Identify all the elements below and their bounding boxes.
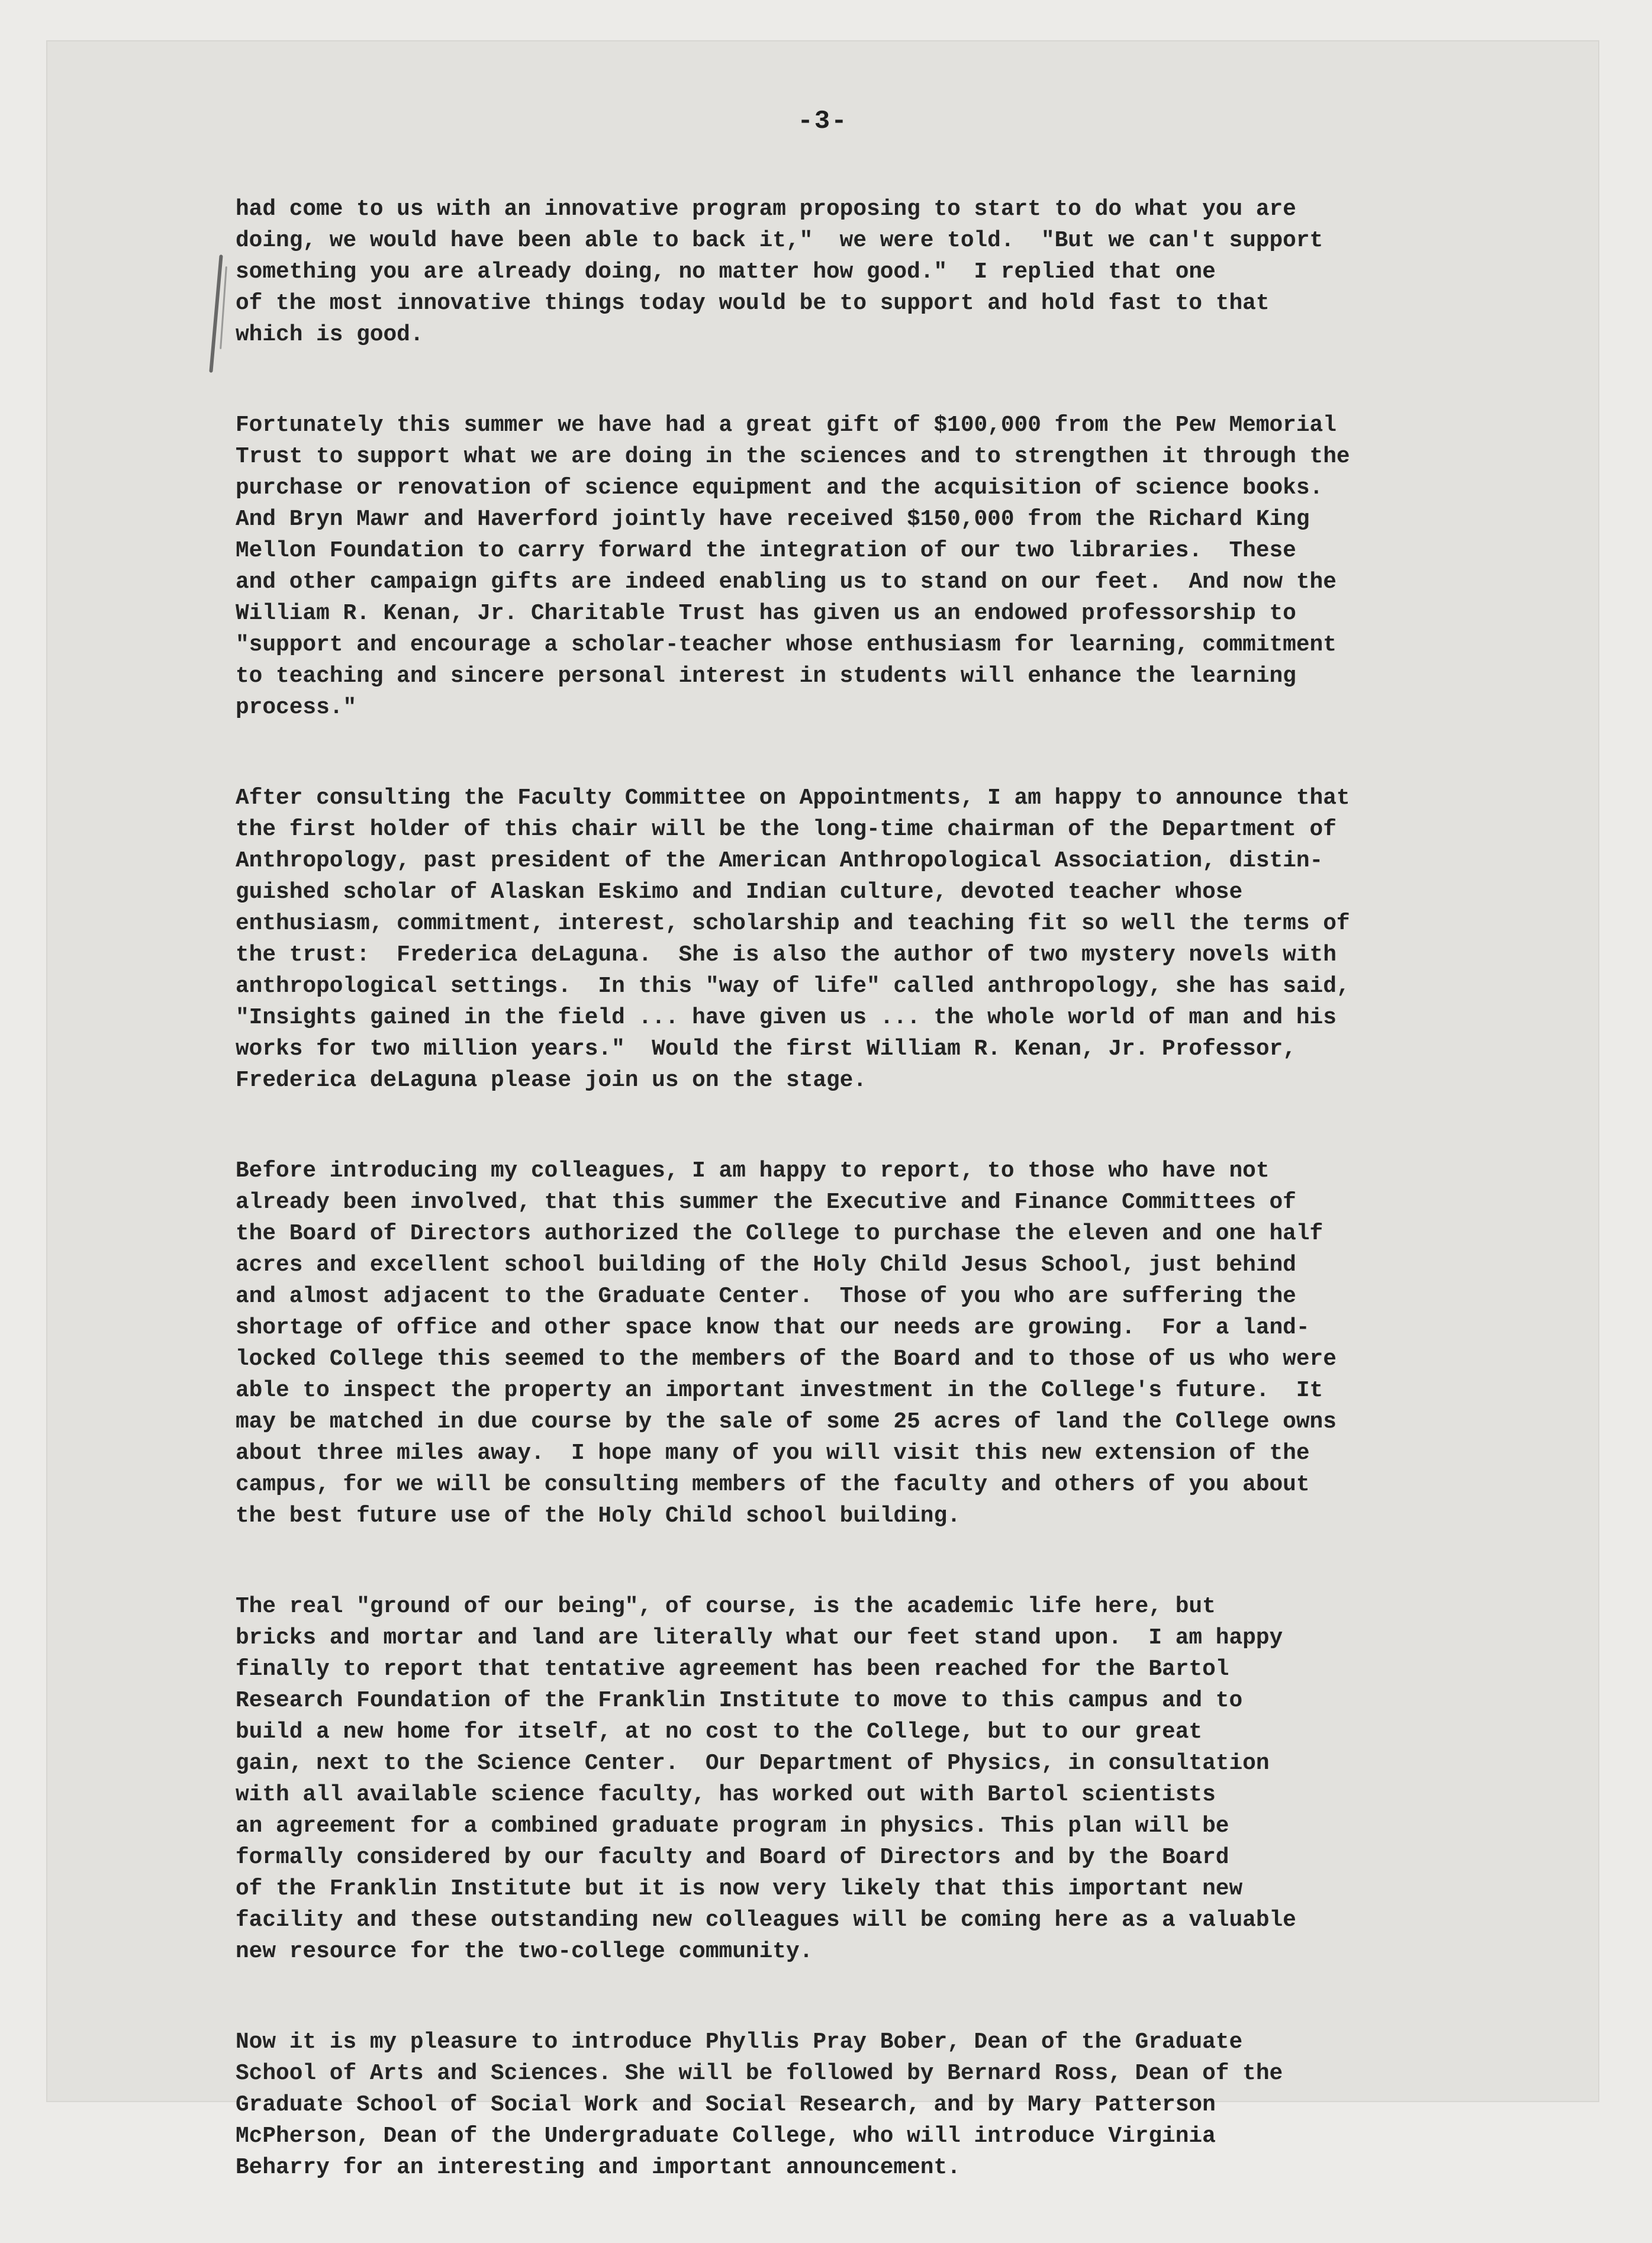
text-line: the trust: Frederica deLaguna. She is also the author of two mystery novels with <box>236 943 1337 968</box>
text-line: new resource for the two-college community. <box>236 1939 813 1964</box>
text-line: The real "ground of our being", of course, is the academic life here, but <box>236 1594 1216 1619</box>
text-line: already been involved, that this summer the Executive and Finance Committees of <box>236 1190 1296 1215</box>
text-line: "Insights gained in the field ... have given us ... the whole world of man and his <box>236 1006 1337 1030</box>
text-line: finally to report that tentative agreement has been reached for the Bartol <box>236 1657 1229 1682</box>
text-line: process." <box>236 695 357 720</box>
paragraph-4 <box>236 1156 1585 1532</box>
text-line: McPherson, Dean of the Undergraduate College, who will introduce Virginia <box>236 2124 1216 2149</box>
text-line: of the Franklin Institute but it is now very likely that this important new <box>236 1877 1243 1902</box>
text-line: After consulting the Faculty Committee on Appointments, I am happy to announce that <box>236 786 1350 811</box>
document-body <box>236 194 1585 2243</box>
text-line: may be matched in due course by the sale of some 25 acres of land the College owns <box>236 1410 1337 1435</box>
text-line: able to inspect the property an important investment in the College's future. It <box>236 1378 1323 1403</box>
text-line: and other campaign gifts are indeed enabling us to stand on our feet. And now the <box>236 570 1337 595</box>
text-line: and almost adjacent to the Graduate Center. Those of you who are suffering the <box>236 1284 1296 1309</box>
page-number: -3- <box>797 107 848 136</box>
text-line: an agreement for a combined graduate program in physics. This plan will be <box>236 1814 1229 1839</box>
text-line: with all available science faculty, has worked out with Bartol scientists <box>236 1783 1216 1807</box>
text-line: the best future use of the Holy Child school building. <box>236 1504 961 1529</box>
text-line: locked College this seemed to the members of the Board and to those of us who were <box>236 1347 1337 1372</box>
text-line: Beharry for an interesting and important announcement. <box>236 2155 961 2180</box>
text-line: shortage of office and other space know that our needs are growing. For a land- <box>236 1316 1310 1340</box>
text-line: Graduate School of Social Work and Social Research, and by Mary Patterson <box>236 2093 1216 2118</box>
text-line: facility and these outstanding new colleagues will be coming here as a valuable <box>236 1908 1296 1933</box>
text-line: campus, for we will be consulting members of the faculty and others of you about <box>236 1472 1310 1497</box>
text-line: anthropological settings. In this "way of life" called anthropology, she has said, <box>236 974 1350 999</box>
text-line: of the most innovative things today would be to support and hold fast to that <box>236 291 1270 316</box>
text-line: acres and excellent school building of the Holy Child Jesus School, just behind <box>236 1253 1296 1278</box>
text-line: to teaching and sincere personal interest in students will enhance the learning <box>236 664 1296 689</box>
text-line: which is good. <box>236 323 424 347</box>
text-line: gain, next to the Science Center. Our Department of Physics, in consultation <box>236 1751 1270 1776</box>
text-line: Trust to support what we are doing in the sciences and to strengthen it through the <box>236 444 1350 469</box>
paragraph-1 <box>236 194 1585 351</box>
paragraph-6 <box>236 2027 1585 2184</box>
handwritten-margin-mark <box>209 254 223 373</box>
text-line: William R. Kenan, Jr. Charitable Trust has given us an endowed professorship to <box>236 601 1296 626</box>
text-line: the first holder of this chair will be the long-time chairman of the Department of <box>236 817 1337 842</box>
text-line: Now it is my pleasure to introduce Phyllis Pray Bober, Dean of the Graduate <box>236 2030 1243 2055</box>
document-page <box>47 41 1598 2180</box>
text-line: purchase or renovation of science equipment and the acquisition of science books. <box>236 476 1323 501</box>
text-line: Mellon Foundation to carry forward the integration of our two libraries. These <box>236 539 1296 563</box>
paragraph-2 <box>236 410 1585 724</box>
text-line: about three miles away. I hope many of you will visit this new extension of the <box>236 1441 1310 1466</box>
text-line: Fortunately this summer we have had a great gift of $100,000 from the Pew Memorial <box>236 413 1337 438</box>
text-line: build a new home for itself, at no cost to the College, but to our great <box>236 1720 1203 1745</box>
text-line: doing, we would have been able to back it," we were told. "But we can't support <box>236 228 1323 253</box>
text-line: "support and encourage a scholar-teacher whose enthusiasm for learning, commitment <box>236 633 1337 658</box>
paragraph-3 <box>236 783 1585 1097</box>
text-line: Anthropology, past president of the American Anthropological Association, distin- <box>236 849 1323 874</box>
text-line: And Bryn Mawr and Haverford jointly have received $150,000 from the Richard King <box>236 507 1310 532</box>
text-line: formally considered by our faculty and Board of Directors and by the Board <box>236 1845 1229 1870</box>
paragraph-5 <box>236 1591 1585 1968</box>
text-line: something you are already doing, no matter how good." I replied that one <box>236 260 1216 285</box>
text-line: works for two million years." Would the first William R. Kenan, Jr. Professor, <box>236 1037 1296 1062</box>
text-line: Frederica deLaguna please join us on the stage. <box>236 1068 867 1093</box>
text-line: guished scholar of Alaskan Eskimo and Indian culture, devoted teacher whose <box>236 880 1243 905</box>
text-line: the Board of Directors authorized the College to purchase the eleven and one half <box>236 1222 1323 1246</box>
text-line: bricks and mortar and land are literally what our feet stand upon. I am happy <box>236 1626 1283 1651</box>
text-line: Research Foundation of the Franklin Institute to move to this campus and to <box>236 1688 1243 1713</box>
text-line: Before introducing my colleagues, I am happy to report, to those who have not <box>236 1159 1270 1184</box>
text-line: had come to us with an innovative program proposing to start to do what you are <box>236 197 1296 222</box>
text-line: enthusiasm, commitment, interest, scholarship and teaching fit so well the terms of <box>236 911 1350 936</box>
text-line: School of Arts and Sciences. She will be followed by Bernard Ross, Dean of the <box>236 2061 1283 2086</box>
